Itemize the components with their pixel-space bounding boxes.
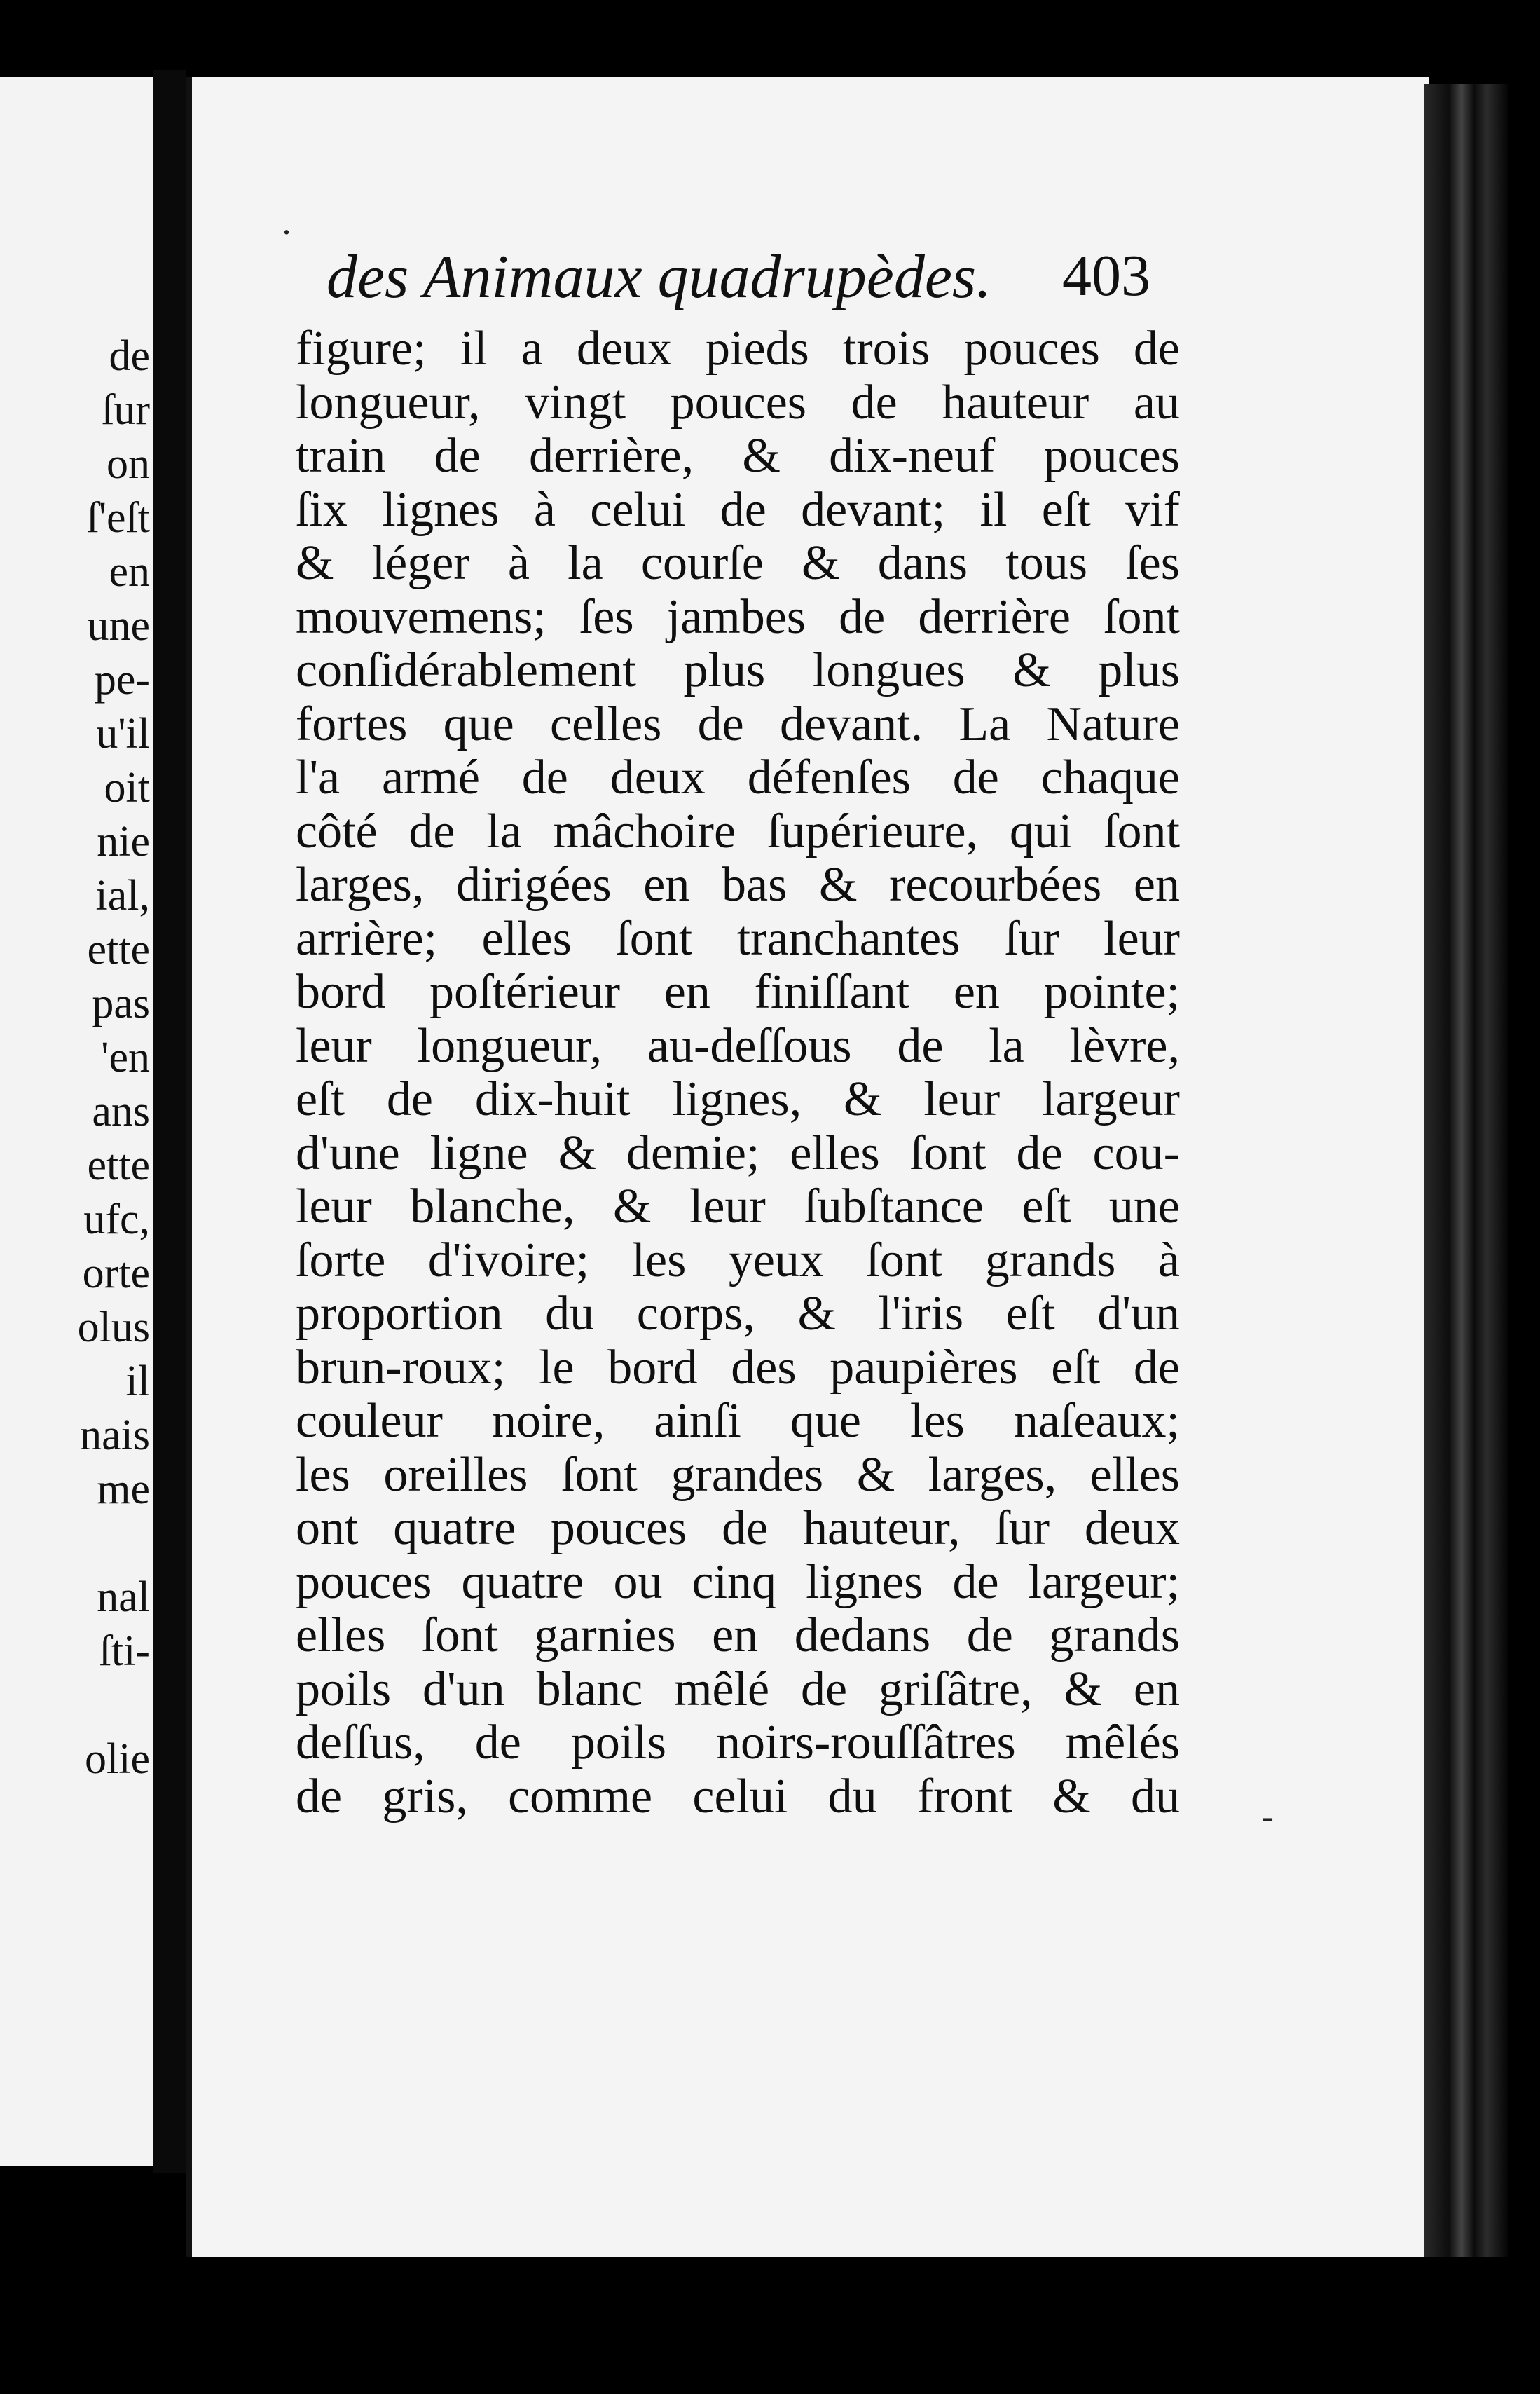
left-fragment-line: une xyxy=(87,602,150,650)
page-stack-edge xyxy=(1424,84,1508,2257)
left-fragment-line: ſ'eſt xyxy=(86,494,150,542)
text-line xyxy=(296,1502,1180,1556)
text-line xyxy=(296,805,1180,859)
text-line-content: train de derrière, & dix-neuf pouces xyxy=(296,429,1180,483)
text-line xyxy=(296,1073,1180,1127)
text-line xyxy=(296,1449,1180,1503)
text-line-content: leur longueur, au-deſſous de la lèvre, xyxy=(296,1018,1180,1073)
left-fragment-line: olus xyxy=(77,1304,150,1351)
text-line xyxy=(296,1180,1180,1234)
text-line-content: ſorte d'ivoire; les yeux ſont grands à xyxy=(296,1233,1180,1287)
left-fragment-line: nie xyxy=(97,818,150,866)
book-gutter xyxy=(153,70,186,2173)
text-line-content: ont quatre pouces de hauteur, ſur deux xyxy=(296,1501,1180,1555)
text-line xyxy=(296,644,1180,698)
text-line xyxy=(296,1556,1180,1610)
text-line xyxy=(296,1020,1180,1074)
text-line-content: elles ſont garnies en dedans de grands xyxy=(296,1608,1180,1662)
text-line xyxy=(296,322,1180,376)
page-number: 403 xyxy=(1062,243,1150,308)
text-line xyxy=(296,1609,1180,1663)
text-line-content: leur blanche, & leur ſubſtance eſt une xyxy=(296,1179,1180,1233)
running-header xyxy=(326,242,1237,319)
text-line xyxy=(296,1341,1180,1395)
left-fragment-line xyxy=(78,1678,150,1732)
left-fragment-line: ette xyxy=(87,926,150,973)
text-line-content: couleur noire, ainſi que les naſeaux; xyxy=(296,1394,1180,1448)
text-line xyxy=(296,1127,1180,1181)
text-line xyxy=(296,859,1180,912)
text-line xyxy=(296,376,1180,430)
left-fragment-line: orte xyxy=(82,1250,150,1297)
running-title: des Animaux quadrupèdes. xyxy=(326,243,992,311)
text-line xyxy=(296,1234,1180,1288)
left-fragment-line: oit xyxy=(104,764,150,812)
left-fragment-line: olie xyxy=(85,1735,150,1783)
left-page-edge xyxy=(0,77,153,2166)
text-line xyxy=(296,751,1180,805)
left-fragment-line: ial, xyxy=(95,872,150,919)
left-fragment-line: ſur xyxy=(102,386,150,434)
text-line xyxy=(296,1770,1180,1824)
text-line xyxy=(296,484,1180,538)
text-line xyxy=(296,1663,1180,1717)
left-fragment-line: nal xyxy=(97,1573,150,1621)
text-line-content: pouces quatre ou cinq lignes de largeur; xyxy=(296,1554,1180,1609)
text-line xyxy=(296,1287,1180,1341)
text-line-content: larges, dirigées en bas & recourbées en xyxy=(296,858,1180,912)
text-line-content: bord poſtérieur en finiſſant en pointe; xyxy=(296,965,1180,1019)
text-line xyxy=(296,1395,1180,1449)
left-fragment-line: u'il xyxy=(96,710,150,758)
left-fragment-line: 'en xyxy=(101,1034,150,1081)
left-fragment-line: ans xyxy=(92,1088,150,1135)
left-fragment-line: de xyxy=(109,332,150,380)
left-fragment-line: pas xyxy=(92,980,150,1027)
left-fragment-line: on xyxy=(106,440,150,488)
left-page-fragments xyxy=(78,329,150,1786)
left-fragment-line xyxy=(78,1517,150,1571)
text-line-content: deſſus, de poils noirs-rouſſâtres mêlés xyxy=(296,1716,1180,1770)
text-line-content: mouvemens; ſes jambes de derrière ſont xyxy=(296,589,1180,644)
text-line xyxy=(296,1716,1180,1770)
left-fragment-line: ſti- xyxy=(99,1627,150,1675)
text-line-content: & léger à la courſe & dans tous ſes xyxy=(296,536,1180,590)
text-line-content: de gris, comme celui du front & du xyxy=(296,1769,1180,1824)
text-line-content: conſidérablement plus longues & plus xyxy=(296,643,1180,697)
left-fragment-line: il xyxy=(125,1357,150,1405)
text-line-content: fortes que celles de devant. La Nature xyxy=(296,697,1180,751)
text-line-content: eſt de dix-huit lignes, & leur largeur xyxy=(296,1072,1180,1126)
left-fragment-line: ufc, xyxy=(83,1196,150,1243)
left-fragment-line: en xyxy=(109,548,150,596)
text-line xyxy=(296,698,1180,752)
left-fragment-line: me xyxy=(97,1465,150,1513)
text-line-content: côté de la mâchoire ſupérieure, qui ſont xyxy=(296,804,1180,859)
text-line xyxy=(296,430,1180,484)
left-fragment-line: ette xyxy=(87,1142,150,1189)
text-line-content: brun-roux; le bord des paupières eſt de xyxy=(296,1340,1180,1395)
text-line-content: l'a armé de deux défenſes de chaque xyxy=(296,751,1180,805)
text-line-content: ſix lignes à celui de devant; il eſt vif xyxy=(296,482,1180,537)
text-line-content: poils d'un blanc mêlé de griſâtre, & en xyxy=(296,1662,1180,1716)
text-line xyxy=(296,966,1180,1020)
left-fragment-line: pe- xyxy=(94,656,150,704)
text-line xyxy=(296,912,1180,966)
left-fragment-line: nais xyxy=(80,1411,150,1459)
text-line xyxy=(296,537,1180,591)
text-line-content: longueur, vingt pouces de hauteur au xyxy=(296,375,1180,430)
text-line-content: d'une ligne & demie; elles ſont de cou- xyxy=(296,1126,1180,1180)
text-line-content: arrière; elles ſont tranchantes ſur leur xyxy=(296,911,1180,966)
body-text xyxy=(296,322,1180,1824)
text-line-content: figure; il a deux pieds trois pouces de xyxy=(296,322,1180,376)
stray-mark: · xyxy=(280,211,293,253)
text-line xyxy=(296,591,1180,645)
margin-dash: ‐ xyxy=(1261,1795,1274,1837)
text-line-content: proportion du corps, & l'iris eſt d'un xyxy=(296,1287,1180,1341)
text-line-content: les oreilles ſont grandes & larges, elles xyxy=(296,1447,1180,1502)
